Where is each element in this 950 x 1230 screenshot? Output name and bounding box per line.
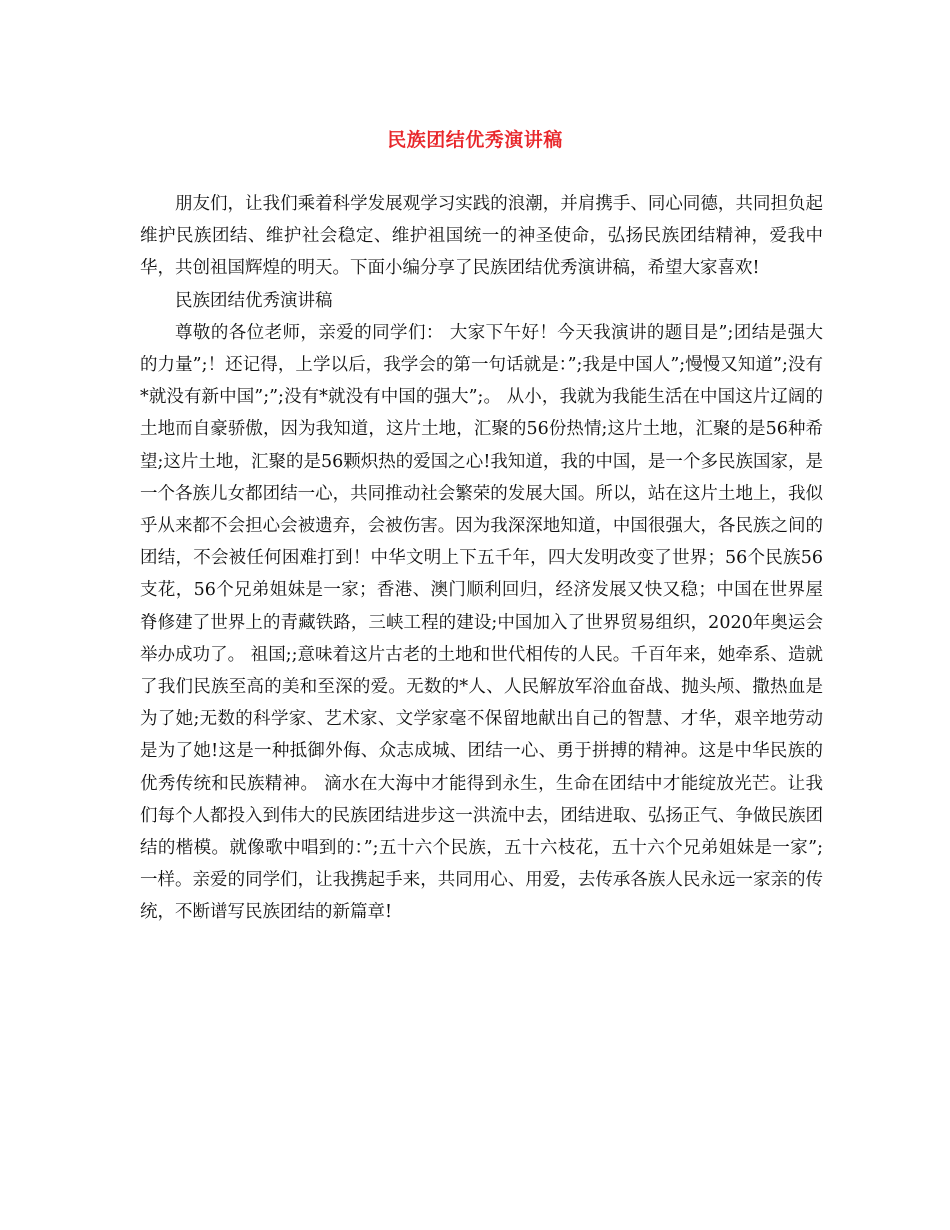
speech-body-paragraph: 尊敬的各位老师，亲爱的同学们： 大家下午好！今天我演讲的题目是”;团结是强大的力量”;！还记得，上学以后，我学会的第一句话就是：”;我是中国人”;慢慢又知道”;没有*就没有新中国”;”;没有*就没有中国的强大”;。 从小，我就为我能生活在中国这片辽阔的土地而自豪骄傲，因为我知道，这片土地，汇聚的56份热情;这片土地，汇聚的是56种希望;这片土地，汇聚的是56颗炽热的爱国之心!我知道，我的中国，是一个多民族国家，是一个各族儿女都团结一心，共同推动社会繁荣的发展大国。所以，站在这片土地上，我似乎从来都不会担心会被遗弃，会被伤害。因为我深深地知道，中国很强大，各民族之间的团结，不会被任何困难打到！中华文明上下五千年，四大发明改变了世界；56个民族56支花，56个兄弟姐妹是一家；香港、澳门顺利回归，经济发展又快又稳；中国在世界屋脊修建了世界上的青藏铁路，三峡工程的建设;中国加入了世界贸易组织，2020年奥运会举办成功了。 祖国;;意味着这片古老的土地和世代相传的人民。千百年来，她牵系、造就了我们民族至高的美和至深的爱。无数的*人、人民解放军浴血奋战、抛头颅、撒热血是为了她;无数的科学家、艺术家、文学家毫不保留地献出自己的智慧、才华，艰辛地劳动是为了她!这是一种抵御外侮、众志成城、团结一心、勇于拼搏的精神。这是中华民族的优秀传统和民族精神。 滴水在大海中才能得到永生，生命在团结中才能绽放光芒。让我们每个人都投入到伟大的民族团结进步这一洪流中去，团结进取、弘扬正气、争做民族团结的楷模。就像歌中唱到的：”;五十六个民族，五十六枝花，五十六个兄弟姐妹是一家”;一样。亲爱的同学们，让我携起手来，共同用心、用爱，去传承各族人民永远一家亲的传统，不断谱写民族团结的新篇章! [140,322,823,923]
document-title: 民族团结优秀演讲稿 [387,129,563,151]
document-body [140,188,823,929]
intro-paragraph: 朋友们，让我们乘着科学发展观学习实践的浪潮，并肩携手、同心同德，共同担负起维护民族团结、维护社会稳定、维护祖国统一的神圣使命，弘扬民族团结精神，爱我中华，共创祖国辉煌的明天。下面小编分享了民族团结优秀演讲稿，希望大家喜欢! [140,194,823,279]
speech-heading-paragraph: 民族团结优秀演讲稿 [175,290,333,311]
